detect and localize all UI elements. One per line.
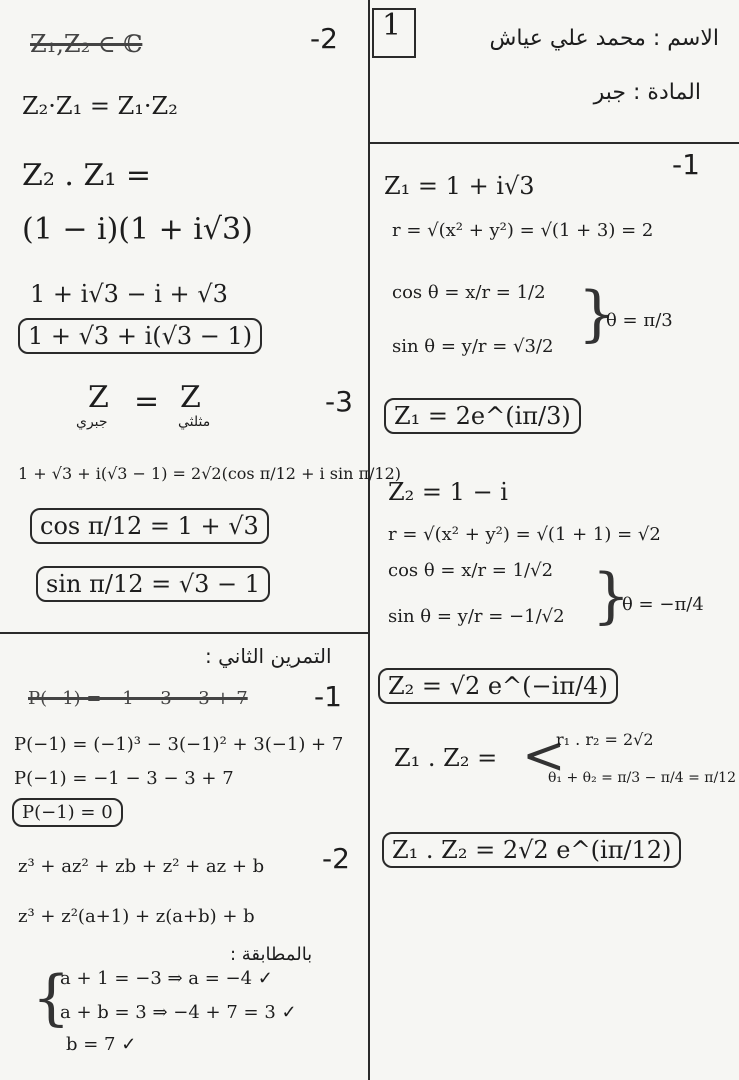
label-trigonometric: مثلثي xyxy=(178,414,211,430)
left-line-2: (1 − i)(1 + i√3) xyxy=(22,212,253,247)
product-brace: < xyxy=(522,726,566,786)
eq-left-z: Z xyxy=(88,380,109,415)
theta-1: θ = π/3 xyxy=(606,310,673,331)
label-algebraic: جبري xyxy=(76,414,108,430)
page-number: 1 xyxy=(382,8,402,43)
question-number-2: -2 xyxy=(310,22,338,55)
p-line-1: P(−1) = (−1)³ − 3(−1)² + 3(−1) + 7 xyxy=(14,734,344,755)
z2-exponential-box: Z₂ = √2 e^(−iπ/4) xyxy=(378,668,618,704)
z1-exponential-box: Z₁ = 2e^(iπ/3) xyxy=(384,398,581,434)
section-title-exercise-2: التمرين الثاني : xyxy=(205,644,332,668)
theta-brace-2: } xyxy=(592,561,631,631)
right-line-7: cos θ = x/r = 1/√2 xyxy=(388,560,554,581)
theta-2: θ = −π/4 xyxy=(622,594,704,615)
final-product-box: Z₁ . Z₂ = 2√2 e^(iπ/12) xyxy=(382,832,681,868)
section2-q2-number: -2 xyxy=(322,842,350,875)
p-result-box: P(−1) = 0 xyxy=(12,798,123,827)
right-line-4: sin θ = y/r = √3/2 xyxy=(392,336,554,357)
match-line-2: a + b = 3 ⇒ −4 + 7 = 3 ✓ xyxy=(60,1002,297,1023)
p-line-2: P(−1) = −1 − 3 − 3 + 7 xyxy=(14,768,234,789)
right-line-2: r = √(x² + y²) = √(1 + 3) = 2 xyxy=(392,220,654,241)
left-line-3: 1 + i√3 − i + √3 xyxy=(30,280,228,308)
product-label: Z₁ . Z₂ = xyxy=(394,744,498,772)
theta-brace-1: } xyxy=(578,279,617,349)
match-line-1: a + 1 = −3 ⇒ a = −4 ✓ xyxy=(60,968,273,989)
cos-box: cos π/12 = 1 + √3 xyxy=(30,508,269,544)
center-divider xyxy=(368,0,370,1080)
right-line-3: cos θ = x/r = 1/2 xyxy=(392,282,546,303)
sin-box: sin π/12 = √3 − 1 xyxy=(36,566,270,602)
crossed-line-2: Z₂·Z₁ = Z₁·Z₂ xyxy=(22,92,178,120)
expand-line-1: z³ + az² + zb + z² + az + b xyxy=(18,856,265,877)
eq-equals: = xyxy=(134,384,160,419)
section2-crossed: P(−1) = −1 − 3 − 3 + 7 xyxy=(28,688,248,709)
eq-right-z: Z xyxy=(180,380,201,415)
left-line-1: Z₂ . Z₁ = xyxy=(22,158,152,193)
system-brace: { xyxy=(32,963,71,1033)
right-question-number-1: -1 xyxy=(672,148,700,181)
left-boxed-result: 1 + √3 + i(√3 − 1) xyxy=(18,318,262,354)
section2-q1-number: -1 xyxy=(314,680,342,713)
right-line-1: Z₁ = 1 + i√3 xyxy=(384,172,535,200)
right-line-5: Z₂ = 1 − i xyxy=(388,478,508,506)
match-line-3: b = 7 ✓ xyxy=(66,1034,137,1055)
question-number-3: -3 xyxy=(325,385,353,418)
right-line-8: sin θ = y/r = −1/√2 xyxy=(388,606,565,627)
right-header-divider xyxy=(370,142,739,144)
product-argument: θ₁ + θ₂ = π/3 − π/4 = π/12 xyxy=(548,770,736,786)
expand-line-2: z³ + z²(a+1) + z(a+b) + b xyxy=(18,906,255,927)
left-section-divider xyxy=(0,632,368,634)
left-line-5: 1 + √3 + i(√3 − 1) = 2√2(cos π/12 + i sin π/12) xyxy=(18,464,401,483)
crossed-line-1: Z₁,Z₂ ∈ ℂ xyxy=(30,30,143,58)
matching-label: بالمطابقة : xyxy=(230,944,313,965)
student-name: الاسم : محمد علي عياش xyxy=(489,26,719,51)
product-modulus: r₁ . r₂ = 2√2 xyxy=(556,730,654,749)
right-line-6: r = √(x² + y²) = √(1 + 1) = √2 xyxy=(388,524,661,545)
subject-name: المادة : جبر xyxy=(593,80,701,105)
